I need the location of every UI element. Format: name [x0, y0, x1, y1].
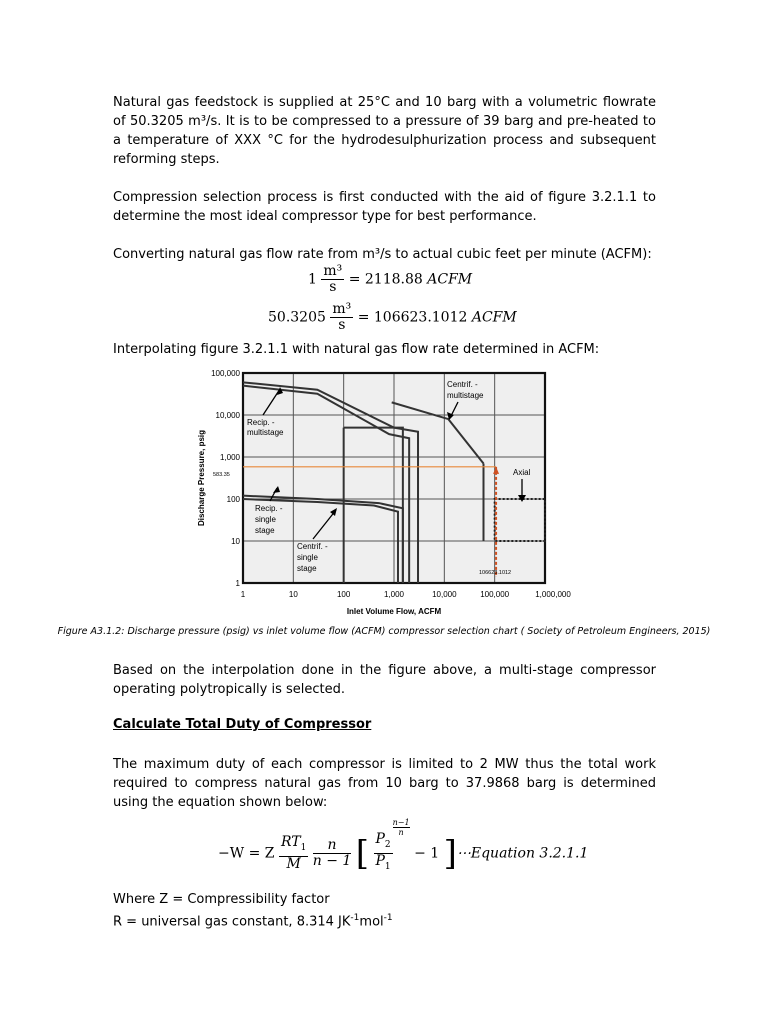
x-marker-label: 106623.1012	[479, 570, 512, 576]
equation-3: −W = Z $\frac{RT_1}{M}$ $\frac{n}{n - 1}$ [ $\frac{P_2}{P_1}$ $\frac{n-1}{n}$ − 1 ]⋯Equation 3.2.1.1	[218, 818, 589, 874]
label-recip-multistage-1: Recip. -	[247, 418, 275, 427]
figure-caption: Figure A3.1.2: Discharge pressure (psig) vs inlet volume flow (ACFM) compressor selection chart ( Society of Petroleum Engineers, 2015)	[57, 626, 711, 637]
y-axis-title: Discharge Pressure, psig	[197, 429, 206, 527]
compressor-selection-chart	[195, 365, 571, 620]
paragraph-interpolating: Interpolating figure 3.2.1.1 with natural gas flow rate determined in ACFM:	[113, 342, 600, 357]
equation-2: 50.3205 $\frac{\text{m³}}{s}$ = 106623.1012 ACFM	[268, 301, 517, 333]
label-centrif-multistage-2: multistage	[447, 391, 484, 400]
paragraph-duty: The maximum duty of each compressor is limited to 2 MW thus the total work required to compress natural gas from 10 barg to 37.9868 barg is determined using the equation shown below:	[113, 757, 656, 810]
label-centrif-multistage-1: Centrif. -	[447, 380, 478, 389]
y-tick-label: 1,000	[219, 453, 240, 462]
x-tick-label: 10,000	[432, 590, 457, 599]
x-tick-label: 100	[336, 590, 351, 599]
label-recip-multistage-2: multistage	[247, 428, 284, 437]
y-tick-label: 1	[235, 579, 240, 588]
y-tick-label: 10,000	[215, 411, 240, 420]
y-tick-label: 10	[231, 537, 240, 546]
x-tick-label: 1	[240, 590, 246, 599]
paragraph-feedstock: Natural gas feedstock is supplied at 25°C and 10 barg with a volumetric flowrate of 50.3205 m³/s. It is to be compressed to a pressure of 39 barg and pre-heated to a temperature of XXX °C for the hydrodesulphurization process and subsequent reforming steps.	[113, 95, 656, 167]
label-recip-single-2: single	[255, 515, 276, 524]
label-centrif-single-3: stage	[297, 564, 317, 573]
paragraph-selection: Compression selection process is first conducted with the aid of figure 3.2.1.1 to determine the most ideal compressor type for best performance.	[113, 190, 656, 224]
y-tick-label: 100	[226, 495, 240, 504]
label-centrif-single-1: Centrif. -	[297, 542, 328, 551]
y-tick-label: 100,000	[211, 369, 240, 378]
label-centrif-single-2: single	[297, 553, 318, 562]
x-tick-label: 1,000,000	[535, 590, 571, 599]
section-heading: Calculate Total Duty of Compressor	[113, 717, 372, 732]
label-recip-single-3: stage	[255, 526, 275, 535]
definition-r: R = universal gas constant, 8.314 $JK^{-1}mol^{-1}$	[113, 913, 393, 930]
equation-1: 1 $\frac{\text{m³}}{s}$ = 2118.88 ACFM	[308, 263, 473, 295]
x-tick-label: 10	[288, 590, 298, 599]
x-axis-title: Inlet Volume Flow, ACFM	[346, 607, 442, 616]
y-marker-label: 583.35	[213, 472, 230, 478]
x-tick-label: 1,000	[383, 590, 405, 599]
paragraph-selected: Based on the interpolation done in the figure above, a multi-stage compressor operating polytropically is selected.	[113, 663, 656, 697]
paragraph-conversion: Converting natural gas flow rate from m³/s to actual cubic feet per minute (ACFM):	[113, 247, 652, 262]
label-recip-single-1: Recip. -	[255, 504, 283, 513]
label-axial: Axial	[513, 468, 531, 477]
x-tick-label: 100,000	[480, 590, 510, 599]
definition-z: Where Z = Compressibility factor	[113, 892, 330, 907]
